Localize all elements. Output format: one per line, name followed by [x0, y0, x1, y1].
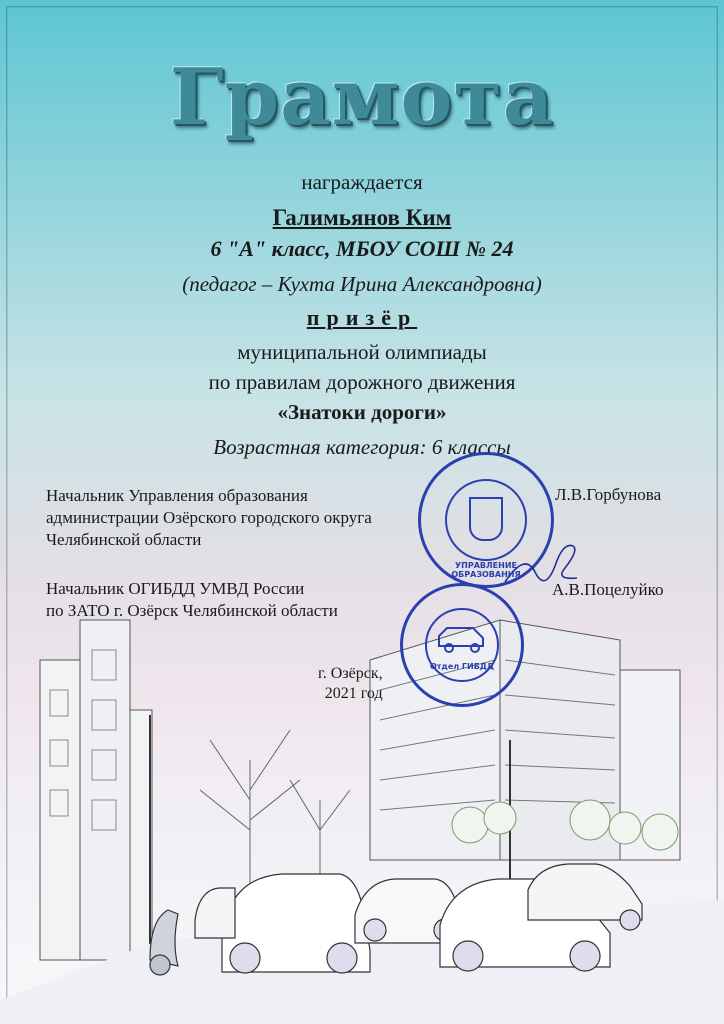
recipient-class: 6 "А" класс, МБОУ СОШ № 24 [210, 236, 514, 261]
event-line-2: по правилам дорожного движения [208, 370, 516, 394]
teacher-line: (педагог – Кухта Ирина Александровна) [182, 272, 542, 296]
vehicle-icon [435, 622, 489, 656]
traffic-police-seal [400, 583, 524, 707]
year-label: 2021 год [324, 685, 383, 702]
certificate-title: Грамота [169, 52, 555, 143]
signatory-2-position: Начальник ОГИБДД УМВД России по ЗАТО г. Озёрск Челябинской области [46, 579, 338, 620]
recipient-name: Галимьянов Ким [272, 205, 452, 230]
place-and-year [318, 664, 383, 704]
award-title: призёр [306, 305, 418, 330]
seal-2-text: Отдел ГИБДД [429, 662, 495, 671]
event-name: «Знатоки дороги» [277, 400, 447, 424]
city-label: г. Озёрск, [318, 665, 383, 682]
coat-of-arms-icon [469, 497, 503, 541]
signatory-1-position: Начальник Управления образования администрации Озёрского городского округа Челябинской области [46, 486, 372, 549]
age-category: Возрастная категория: 6 классы [213, 435, 511, 459]
signatory-2-name: А.В.Поцелуйко [552, 580, 664, 599]
awarded-label: награждается [301, 170, 423, 194]
signatory-1-name: Л.В.Горбунова [555, 485, 662, 504]
seal-1-text: УПРАВЛЕНИЕ ОБРАЗОВАНИЯ [451, 561, 521, 579]
event-line-1: муниципальной олимпиады [237, 340, 487, 364]
